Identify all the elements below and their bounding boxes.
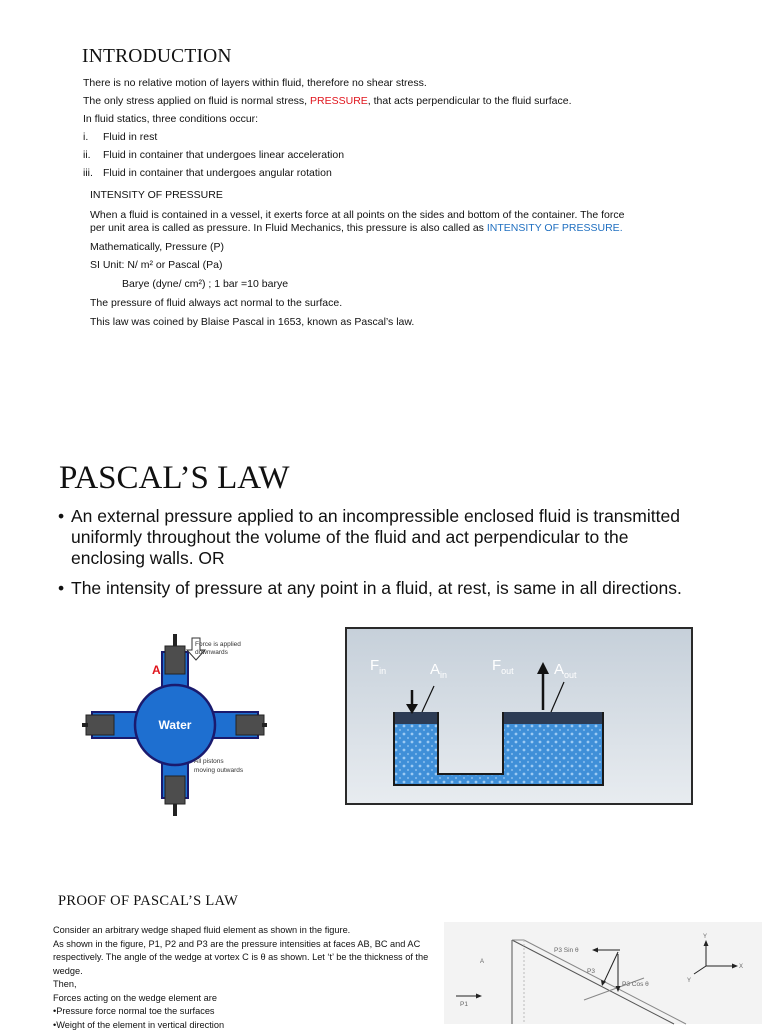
proof-line: Consider an arbitrary wedge shaped fluid element as shown in the figure. <box>53 924 483 938</box>
wedge-label-a: A <box>480 959 484 965</box>
axis-y2-label: Y <box>687 978 691 984</box>
intro-line-1: There is no relative motion of layers within fluid, therefore no shear stress. <box>83 76 427 90</box>
condition-item: iii. Fluid in container that undergoes angular rotation <box>83 166 332 180</box>
wedge-diagram <box>444 922 762 1024</box>
fluid-left <box>394 724 438 784</box>
piston-rod-right <box>262 723 267 727</box>
force-label-2: downwards <box>195 649 229 656</box>
hydraulic-press-diagram <box>346 628 692 804</box>
proof-heading: PROOF OF PASCAL’S LAW <box>58 892 238 910</box>
p1-label: P1 <box>460 1001 468 1008</box>
pistons-label-1: All pistons <box>194 758 224 765</box>
proof-line: •Weight of the element in vertical direction <box>53 1019 483 1032</box>
proof-line: Then, <box>53 978 483 992</box>
fluid-channel <box>438 774 503 784</box>
pistons-label-2: moving outwards <box>194 767 244 774</box>
condition-item: ii. Fluid in container that undergoes linear acceleration <box>83 148 344 162</box>
proof-line: wedge. <box>53 965 483 979</box>
si-unit-line: SI Unit: N/ m² or Pascal (Pa) <box>90 258 222 272</box>
p3-cos-label: P3 Cos θ <box>622 981 649 988</box>
label-f-out: $F_{out}$ <box>492 657 514 676</box>
piston-bottom <box>165 776 185 804</box>
proof-text <box>53 924 483 1024</box>
normal-line: The pressure of fluid always act normal to the surface. <box>90 296 342 310</box>
pressure-highlight: PRESSURE <box>310 95 368 107</box>
math-line: Mathematically, Pressure (P) <box>90 240 224 254</box>
p3-sin-label: P3 Sin θ <box>554 947 579 954</box>
axis-x-label: X <box>739 964 743 970</box>
intro-line-3: In fluid statics, three conditions occur: <box>83 112 258 126</box>
piston-out <box>504 712 602 724</box>
condition-item: i. Fluid in rest <box>83 130 157 144</box>
piston-in <box>395 712 437 724</box>
piston-rod-top <box>173 634 177 646</box>
piston-rod-bottom <box>173 804 177 816</box>
piston-left <box>86 715 114 735</box>
label-a-in: $A_{in}$ <box>430 661 447 680</box>
intensity-para-line-1: When a fluid is contained in a vessel, it exerts force at all points on the sides and bottom of the container. The force <box>90 208 624 222</box>
piston-right <box>236 715 264 735</box>
pascal-bullet-2: • The intensity of pressure at any point in a fluid, at rest, is same in all directions. <box>71 578 761 599</box>
pascal-heading: PASCAL’S LAW <box>59 458 290 498</box>
piston-top <box>165 646 185 674</box>
label-f-in: $F_{in}$ <box>370 657 386 676</box>
piston-rod-left <box>82 723 88 727</box>
axis-y-label: Y <box>703 934 707 940</box>
intensity-heading: INTENSITY OF PRESSURE <box>90 188 223 202</box>
force-label-1: Force is applied <box>195 641 241 648</box>
fluid-right <box>503 724 603 784</box>
barye-line: Barye (dyne/ cm²) ; 1 bar =10 barye <box>122 277 288 291</box>
intro-line-2: The only stress applied on fluid is normal stress, PRESSURE, that acts perpendicular to the fluid surface. <box>83 94 572 108</box>
label-a: A <box>152 663 161 677</box>
coined-line: This law was coined by Blaise Pascal in 1653, known as Pascal’s law. <box>90 315 414 329</box>
proof-line: respectively. The angle of the wedge at vortex C is θ as shown. Let ‘t’ be the thickness of the <box>53 951 483 965</box>
intensity-highlight: INTENSITY OF PRESSURE. <box>487 222 623 234</box>
proof-line: •Pressure force normal toe the surfaces <box>53 1005 483 1019</box>
water-pistons-diagram <box>82 632 267 818</box>
pascal-bullet-1: • An external pressure applied to an incompressible enclosed fluid is transmitted uniformly throughout the volume of the fluid and act perpendicular to the enclosing walls. OR <box>71 506 761 569</box>
proof-line: As shown in the figure, P1, P2 and P3 are the pressure intensities at faces AB, BC and AC <box>53 938 483 952</box>
p3-label: P3 <box>587 968 595 975</box>
intensity-para-line-2: per unit area is called as pressure. In Fluid Mechanics, this pressure is also called as INTENSITY OF PRESSURE. <box>90 221 623 235</box>
intro-heading: INTRODUCTION <box>82 46 232 68</box>
label-a-out: $A_{out}$ <box>554 661 577 680</box>
proof-line: Forces acting on the wedge element are <box>53 992 483 1006</box>
wedge-background <box>444 922 762 1024</box>
water-label: Water <box>159 718 192 732</box>
